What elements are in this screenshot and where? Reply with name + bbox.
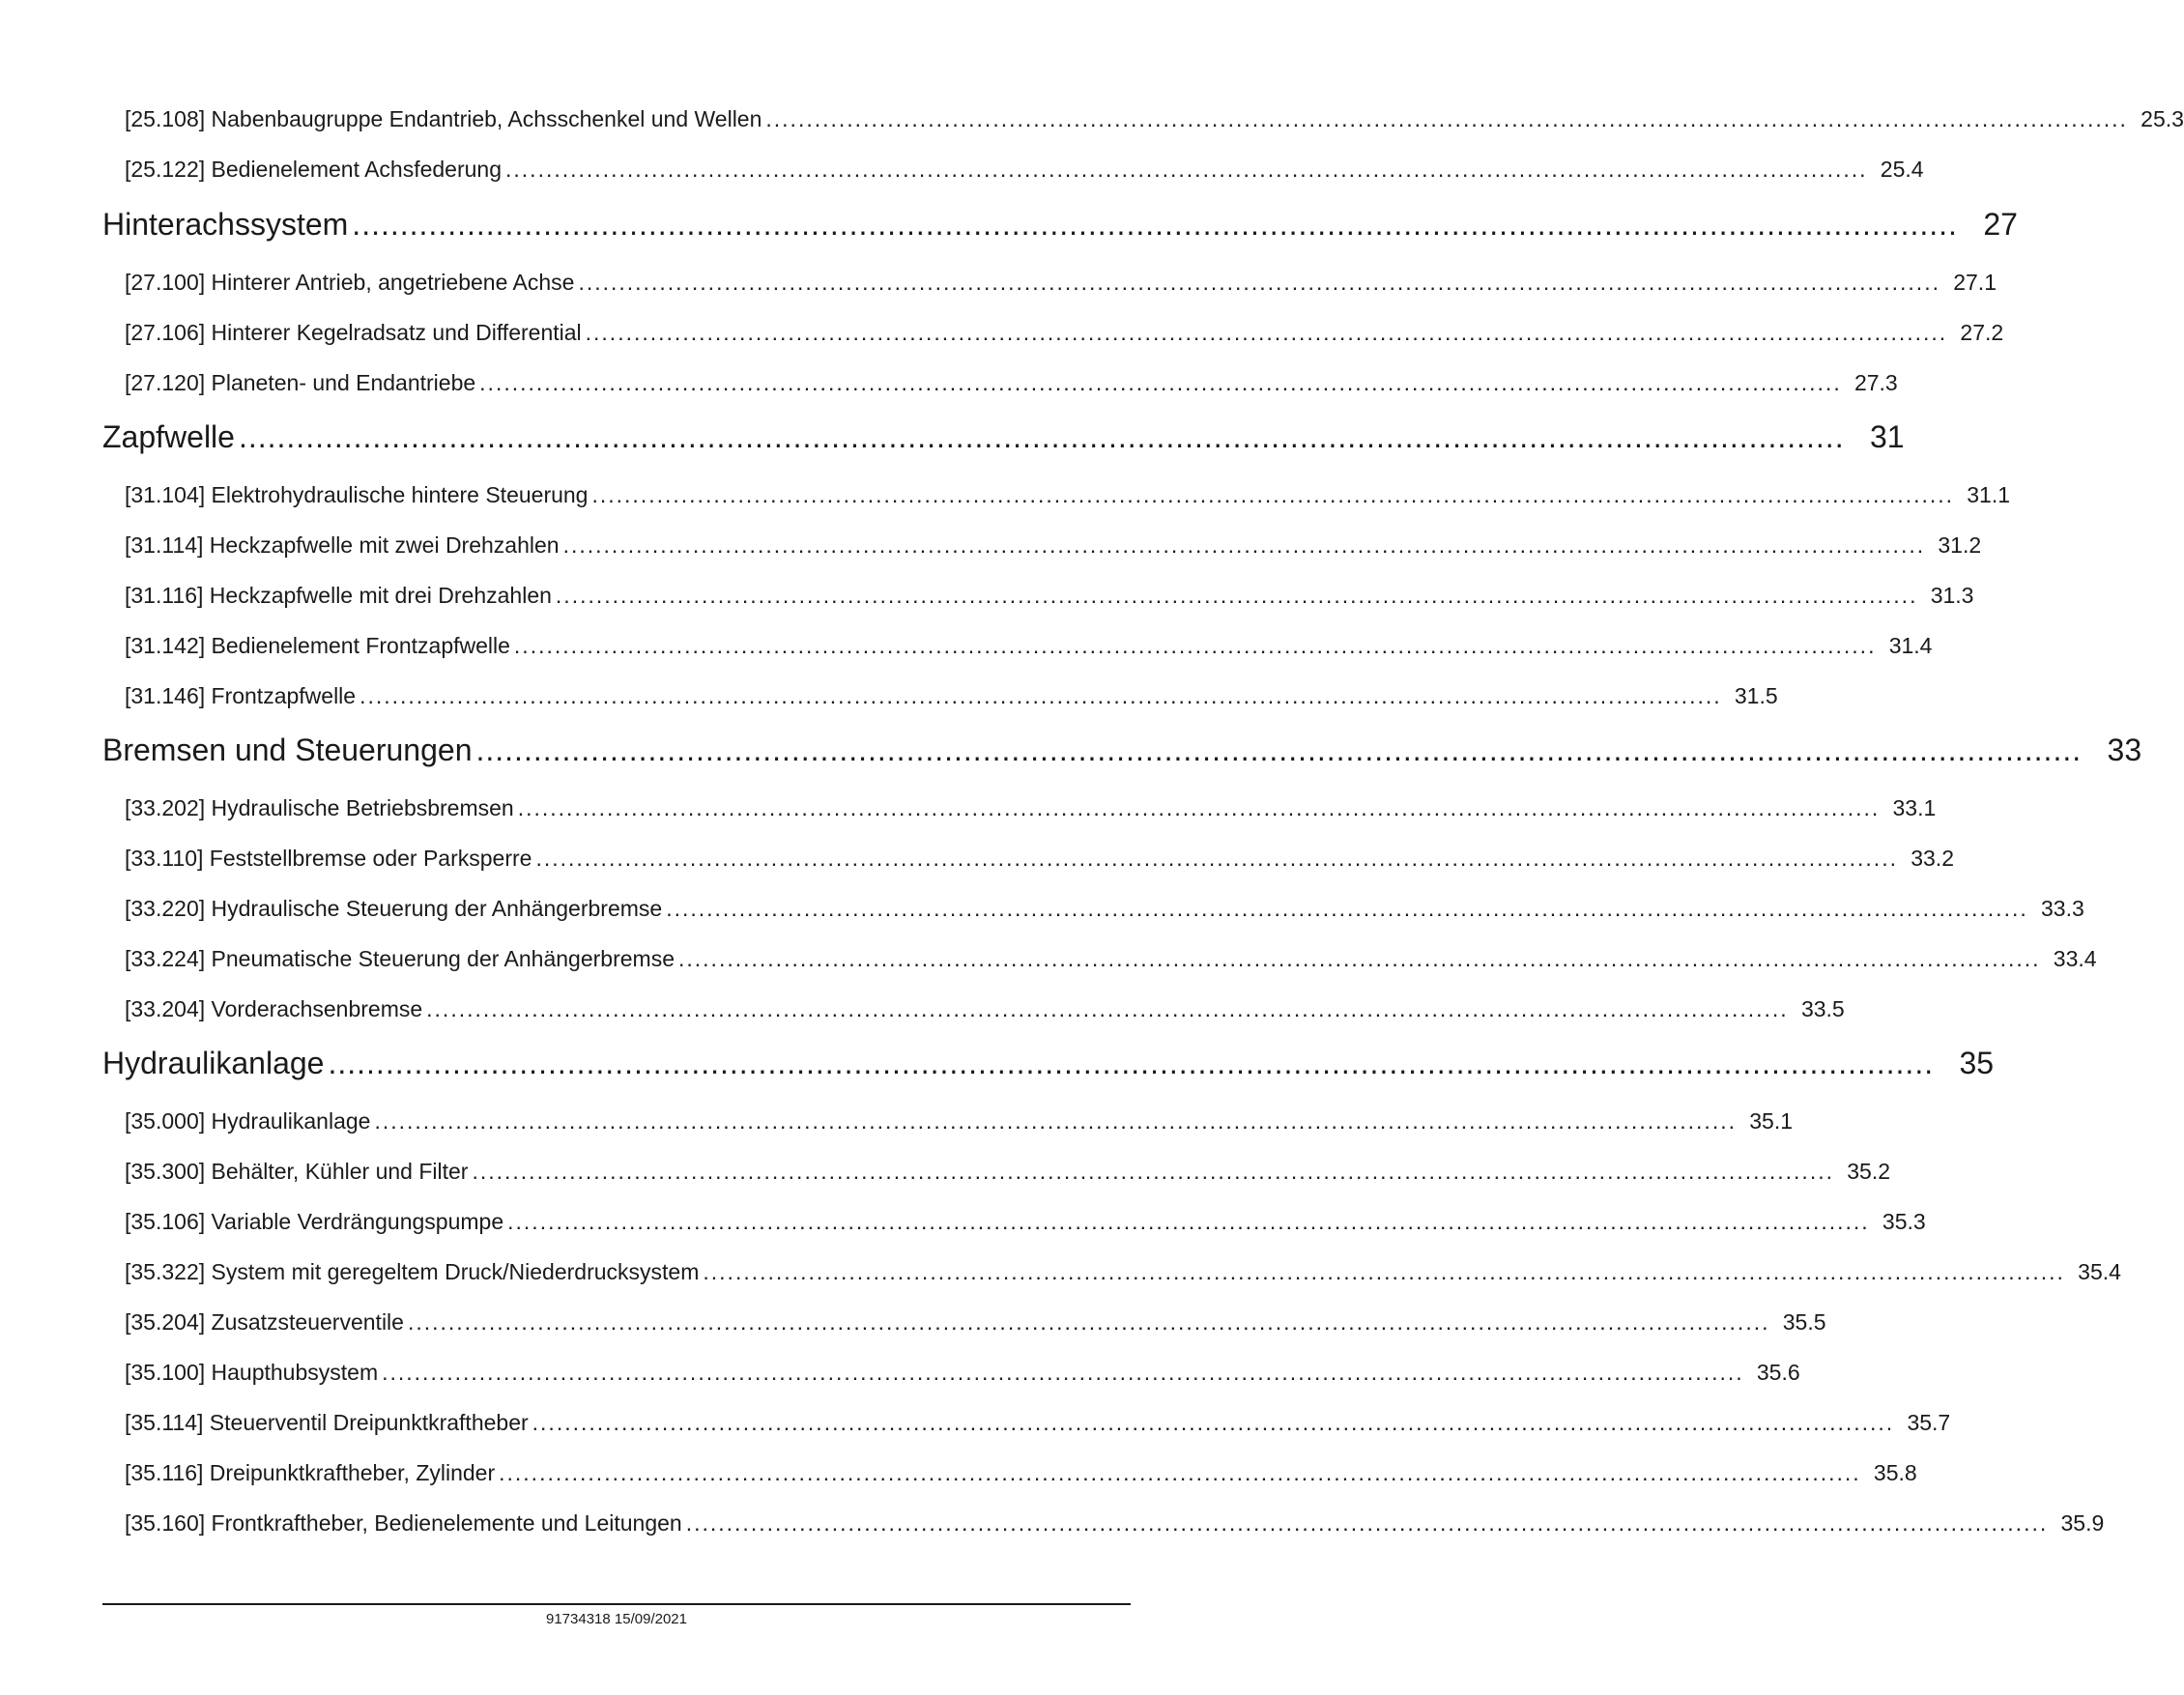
toc-entry[interactable] [125,530,1982,560]
toc-entry[interactable] [125,1256,2121,1287]
toc-entry[interactable] [125,1407,1951,1438]
toc-entry-page: 31.2 [1938,532,1982,558]
toc-section[interactable] [102,203,2018,245]
toc-leader-dots: ........................................................................................................................................................................ [585,320,1948,345]
toc-entry[interactable] [125,630,1933,661]
toc-entry[interactable] [125,479,2011,510]
toc-entry[interactable] [125,103,2184,134]
toc-entry[interactable] [125,792,1937,823]
toc-section-page: 27 [1983,207,2018,242]
toc-entry[interactable] [125,1106,1793,1136]
toc-section[interactable] [102,1042,1995,1084]
toc-leader-dots: ........................................................................................................................................................................ [562,532,1926,558]
toc-section-label: Hinterachssystem [102,207,349,242]
toc-entry-page: 35.4 [2078,1259,2121,1284]
toc-leader-dots: ........................................................................................................................................................................ [532,1410,1895,1435]
toc-entry-page: 33.5 [1800,996,1845,1021]
toc-entry-page: 33.3 [2040,896,2084,921]
toc-entry-label: [33.224] Pneumatische Steuerung der Anhängerbremse [125,946,675,971]
toc-entry-label: [35.114] Steuerventil Dreipunktkraftheber [125,1410,529,1435]
toc-entry[interactable] [125,1357,1800,1388]
toc-entry-page: 27.2 [1960,320,2004,345]
toc-entry-page: 35.8 [1873,1460,1917,1485]
toc-leader-dots: ........................................................................................................................................................................ [517,795,1881,820]
toc-entry-label: [27.106] Hinterer Kegelradsatz und Differential [125,320,582,345]
toc-entry-label: [35.000] Hydraulikanlage [125,1108,371,1134]
toc-leader-dots: ........................................................................................................................................................................ [555,583,1918,608]
toc-section-label: Bremsen und Steuerungen [102,733,473,767]
toc-entry-label: [27.120] Planeten- und Endantriebe [125,370,476,395]
toc-entry-label: [33.204] Vorderachsenbremse [125,996,423,1021]
toc-entry[interactable] [125,1508,2105,1538]
footer-divider [102,1603,1131,1605]
toc-entry[interactable] [125,943,2097,974]
toc-entry[interactable] [125,993,1845,1024]
toc-leader-dots: ........................................................................................................................................................................ [703,1259,2065,1284]
toc-entry-label: [31.142] Bedienelement Frontzapfwelle [125,633,510,658]
toc-entry-page: 35.1 [1749,1108,1793,1134]
toc-leader-dots: ........................................................................................................................................................................ [407,1309,1770,1335]
toc-leader-dots: ........................................................................................................................................................................ [352,207,1958,242]
toc-entry-label: [31.116] Heckzapfwelle mit drei Drehzahlen [125,583,552,608]
toc-leader-dots: ........................................................................................................................................................................ [472,1159,1834,1184]
toc-leader-dots: ........................................................................................................................................................................ [382,1360,1744,1385]
toc-entry-page: 33.1 [1892,795,1937,820]
toc-entry-label: [35.116] Dreipunktkraftheber, Zylinder [125,1460,496,1485]
toc-section-label: Zapfwelle [102,419,235,454]
toc-leader-dots: ........................................................................................................................................................................ [507,1209,1870,1234]
toc-entry-page: 31.3 [1930,583,1974,608]
toc-leader-dots: ........................................................................................................................................................................ [499,1460,1861,1485]
toc-entry-page: 27.1 [1953,270,1997,295]
toc-entry[interactable] [125,154,1924,185]
toc-entry-label: [25.122] Bedienelement Achsfederung [125,157,503,182]
toc-entry-label: [33.110] Feststellbremse oder Parksperre [125,846,532,871]
toc-entry-label: [33.220] Hydraulische Steuerung der Anhängerbremse [125,896,663,921]
toc-entry[interactable] [125,267,1997,298]
toc-entry-page: 31.5 [1734,683,1778,708]
toc-entry-page: 35.7 [1907,1410,1951,1435]
toc-entry-label: [35.100] Haupthubsystem [125,1360,379,1385]
toc-leader-dots: ........................................................................................................................................................................ [666,896,2028,921]
toc-entry-page: 33.2 [1911,846,1954,871]
toc-entry-label: [35.106] Variable Verdrängungspumpe [125,1209,504,1234]
toc-entry-page: 25.4 [1880,157,1924,182]
toc-section-page: 31 [1869,419,1905,454]
toc-entry[interactable] [125,1156,1890,1187]
toc-leader-dots: ........................................................................................................................................................................ [678,946,2041,971]
toc-leader-dots: ........................................................................................................................................................................ [479,370,1842,395]
toc-entry[interactable] [125,680,1778,711]
toc-entry-label: [35.322] System mit geregeltem Druck/Niederdrucksystem [125,1259,700,1284]
toc-leader-dots: ........................................................................................................................................................................ [374,1108,1737,1134]
toc-entry[interactable] [125,367,1898,398]
toc-leader-dots: ........................................................................................................................................................................ [591,482,1955,507]
toc-entry-page: 35.3 [1882,1209,1926,1234]
toc-entry-page: 33.4 [2053,946,2097,971]
toc-leader-dots: ........................................................................................................................................................................ [505,157,1868,182]
toc-entry-label: [33.202] Hydraulische Betriebsbremsen [125,795,514,820]
toc-entry-page: 35.2 [1847,1159,1890,1184]
toc-entry-label: [31.114] Heckzapfwelle mit zwei Drehzahlen [125,532,560,558]
toc-entry-page: 31.1 [1967,482,2011,507]
toc-entry[interactable] [125,1206,1926,1237]
toc-leader-dots: ........................................................................................................................................................................ [238,419,1845,454]
toc-leader-dots: ........................................................................................................................................................................ [328,1046,1935,1080]
toc-entry-label: [27.100] Hinterer Antrieb, angetriebene Achse [125,270,575,295]
toc-section-page: 35 [1959,1046,1995,1080]
toc-section-page: 33 [2107,733,2142,767]
toc-entry-page: 25.3 [2141,106,2184,131]
toc-entry-page: 35.9 [2060,1510,2105,1536]
toc-entry[interactable] [125,580,1974,611]
toc-entry-label: [35.204] Zusatzsteuerventile [125,1309,404,1335]
toc-entry[interactable] [125,1457,1917,1488]
toc-entry-label: [25.108] Nabenbaugruppe Endantrieb, Achsschenkel und Wellen [125,106,762,131]
toc-entry[interactable] [125,317,2004,348]
toc-entry-page: 35.5 [1782,1309,1826,1335]
toc-leader-dots: ........................................................................................................................................................................ [359,683,1722,708]
toc-leader-dots: ........................................................................................................................................................................ [475,733,2083,767]
toc-leader-dots: ........................................................................................................................................................................ [426,996,1789,1021]
footer-doc-id: 91734318 15/09/2021 [546,1611,687,1627]
toc-entry[interactable] [125,893,2084,924]
toc-entry-label: [35.160] Frontkraftheber, Bedienelemente und Leitungen [125,1510,682,1536]
toc-leader-dots: ........................................................................................................................................................................ [535,846,1898,871]
toc-leader-dots: ........................................................................................................................................................................ [578,270,1940,295]
toc-entry-page: 27.3 [1854,370,1898,395]
toc-leader-dots: ........................................................................................................................................................................ [765,106,2128,131]
toc-section[interactable] [102,416,1905,458]
toc-section[interactable] [102,729,2142,771]
toc-entry-label: [31.104] Elektrohydraulische hintere Steuerung [125,482,589,507]
toc-entry[interactable] [125,843,1954,874]
toc-leader-dots: ........................................................................................................................................................................ [513,633,1877,658]
toc-entry-label: [31.146] Frontzapfwelle [125,683,357,708]
toc-section-label: Hydraulikanlage [102,1046,325,1080]
toc-entry-page: 35.6 [1756,1360,1800,1385]
toc-entry-page: 31.4 [1888,633,1933,658]
toc-leader-dots: ........................................................................................................................................................................ [685,1510,2049,1536]
toc-entry[interactable] [125,1307,1826,1337]
toc-entry-label: [35.300] Behälter, Kühler und Filter [125,1159,469,1184]
